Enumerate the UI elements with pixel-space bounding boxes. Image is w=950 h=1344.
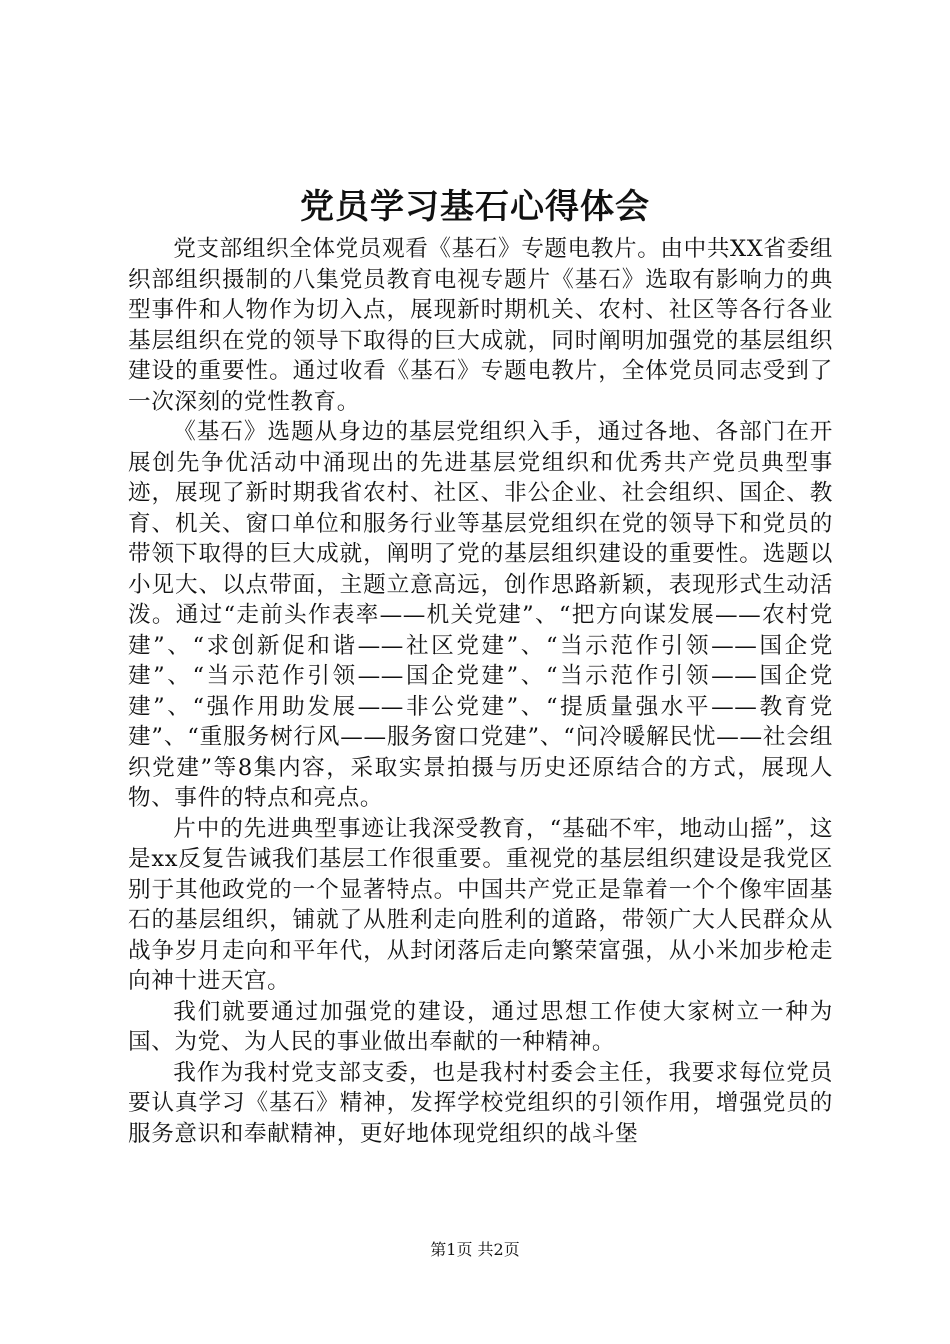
- paragraph-4: 我们就要通过加强党的建设，通过思想工作使大家树立一种为国、为党、为人民的事业做出奉献的一种精神。: [128, 998, 833, 1055]
- document-body: [128, 234, 833, 1149]
- paragraph-2: 《基石》选题从身边的基层党组织入手，通过各地、各部门在开展创先争优活动中涌现出的先进基层党组织和优秀共产党员典型事迹，展现了新时期我省农村、社区、非公企业、社会组织、国企、教育、机关、窗口单位和服务行业等基层党组织在党的领导下和党员的带领下取得的巨大成就，阐明了党的基层组织建设的重要性。选题以小见大、以点带面，主题立意高远，创作思路新颖，表现形式生动活泼。通过“走前头作表率——机关党建”、“把方向谋发展——农村党建”、“求创新促和谐——社区党建”、“当示范作引领——国企党建”、“当示范作引领——国企党建”、“当示范作引领——国企党建”、“强作用助发展——非公党建”、“提质量强水平——教育党建”、“重服务树行风——服务窗口党建”、“问冷暖解民忧——社会组织党建”等8集内容，采取实景拍摄与历史还原结合的方式，展现人物、事件的特点和亮点。: [128, 419, 833, 811]
- document-title: 党员学习基石心得体会: [300, 187, 650, 227]
- paragraph-1: 党支部组织全体党员观看《基石》专题电教片。由中共XX省委组织部组织摄制的八集党员教育电视专题片《基石》选取有影响力的典型事件和人物作为切入点，展现新时期机关、农村、社区等各行各业基层组织在党的领导下取得的巨大成就，同时阐明加强党的基层组织建设的重要性。通过收看《基石》专题电教片，全体党员同志受到了一次深刻的党性教育。: [128, 236, 833, 415]
- page-number-footer: 第1页 共2页: [430, 1240, 520, 1259]
- paragraph-5: 我作为我村党支部支委，也是我村村委会主任，我要求每位党员要认真学习《基石》精神，发挥学校党组织的引领作用，增强党员的服务意识和奉献精神，更好地体现党组织的战斗堡: [128, 1059, 833, 1147]
- paragraph-3: 片中的先进典型事迹让我深受教育，“基础不牢，地动山摇”，这是xx反复告诫我们基层工作很重要。重视党的基层组织建设是我党区别于其他政党的一个显著特点。中国共产党正是靠着一个个像牢固基石的基层组织，铺就了从胜利走向胜利的道路，带领广大人民群众从战争岁月走向和平年代，从封闭落后走向繁荣富强，从小米加步枪走向神十进天宫。: [128, 815, 833, 994]
